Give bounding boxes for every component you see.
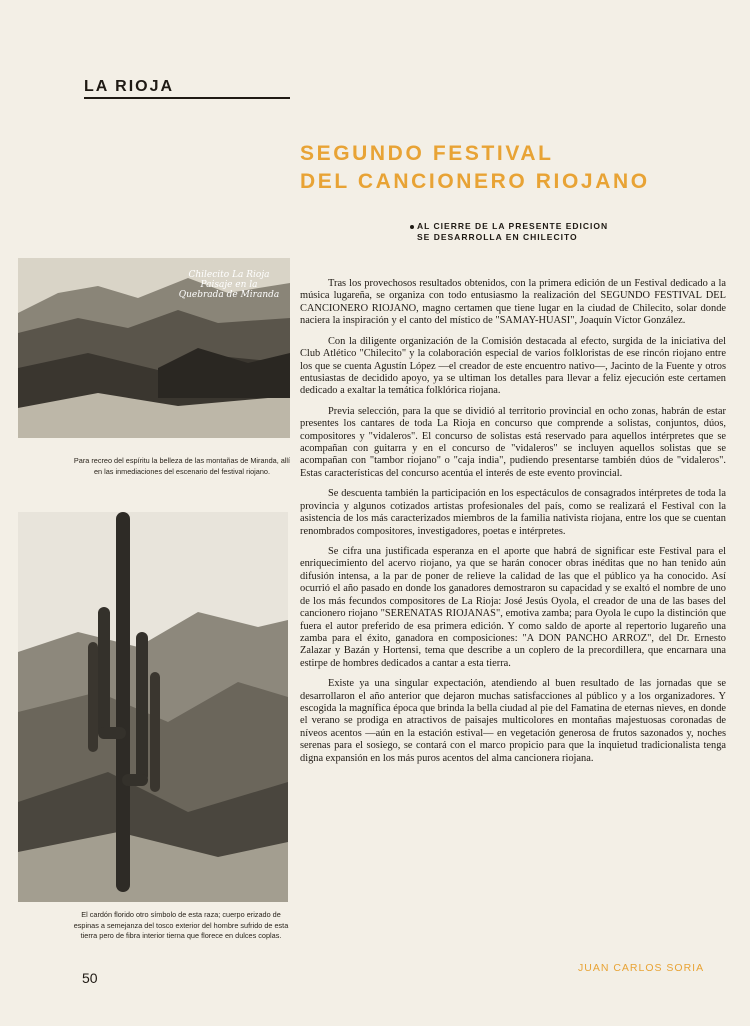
- paragraph: Con la diligente organización de la Comisión destacada al efecto, surgida de la iniciativa del Club Atlético "Chilecito" y la colaboración especial de varios folkloristas de ese rincón riojano entre los que se cuenta Agustín López —el creador de este encuentro nativo—, Jacinto de la Fuente y otros entusiastas de decidido apoyo, ya se ultiman los detalles para llevar a feliz ejecución este certamen dedicado a exaltar la temática folklórica riojana.: [300, 335, 726, 397]
- note-line-2: SE DESARROLLA EN CHILECITO: [417, 232, 578, 242]
- edition-note: [410, 221, 660, 243]
- paragraph: Previa selección, para la que se dividió al territorio provincial en ocho zonas, habrán de estar presentes los cantares de toda La Rioja en concurso que comprende a solistas, conjuntos, dúos, compositores y "vidaleros". El concurso de solistas está reservado para aquellos intérpretes que se acompañan con guitarra y en el concurso de "vidaleros" se incluyen aquellos solistas que se acompañan con "tambor riojano" o "caja india", pudiendo presentarse también dúos de "vidaleros". Estas características del concurso acentúa el interés de este evento provincial.: [300, 405, 726, 479]
- caption-mountains: Para recreo del espíritu la belleza de las montañas de Miranda, allí en las inmediaciones del escenario del festival riojano.: [73, 456, 291, 476]
- title-line-1: SEGUNDO FESTIVAL: [300, 142, 554, 165]
- caption-cactus: El cardón florido otro símbolo de esta raza; cuerpo erizado de espinas a semejanza del tosco exterior del hombre sufrido de esta tierra pero de fibra interior tierna que florece en dulces coplas.: [73, 910, 289, 940]
- cactus-photo: [18, 512, 288, 902]
- note-line-1: AL CIERRE DE LA PRESENTE EDICION: [417, 221, 609, 231]
- section-label: LA RIOJA: [84, 78, 290, 99]
- mountain-photo: [18, 258, 290, 438]
- title-line-2: DEL CANCIONERO RIOJANO: [300, 170, 650, 193]
- article-body: [300, 278, 726, 773]
- paragraph: Existe ya una singular expectación, atendiendo al buen resultado de las jornadas que se desarrollaron el año anterior que dejaron muchas satisfacciones al público y a los organizadores. Y escogida la magnífica época que brinda la bella ciudad al pie del Famatina de eternas nieves, en donde el verano se prodiga en atractivos de paisajes multicolores en montañas majestuosas coronadas de níveos acentos —aún en la estación estival— en vegetación generosa de frutos sazonados y, noches serenas para el sosiego, se contará con el marco propicio para que la inquietud tradicionalista tenga digna expansión en los más puros acentos del alma cancionera riojana.: [300, 678, 726, 764]
- paragraph: Se descuenta también la participación en los espectáculos de consagrados intérpretes de toda la provincia y algunos cotizados artistas profesionales del país, como se realizará el Festival con la asistencia de los más caracterizados miembros de la familia nativista riojana, entre los que se cuentan renombrados compositores, investigadores, poetas e intérpretes.: [300, 488, 726, 537]
- photo-overlay-text: Chilecito La Rioja Paisaje en la Quebrada de Miranda: [178, 270, 280, 300]
- paragraph: Se cifra una justificada esperanza en el aporte que habrá de significar este Festival para el enriquecimiento del acervo riojano, ya que se harán conocer obras inéditas que no han tenido aún difusión intensa, a la par de poner de relieve la calidad de las que el público ya ha conocido. Así ocurrió el año pasado en donde los ganadores demostraron su capacidad y se exaltó el nombre de uno de los más fecundos compositores de La Rioja: José Jesús Oyola, el creador de una de las bases del cancionero riojano "SERENATAS RIOJANAS", emotiva zamba; para Oyola le cupo la distinción que fuera el autor preferido de esa primera edición. Y como saldo de aporte al repertorio lugareño una zamba para el éxito, ganadora en composiciones: "A DON PANCHO ARROZ", del Dr. Ernesto Zalazar y Bazán y Hortensi, tema que describe a un coplero de la precordillera, que encarnara una estirpe de hombres dedicados a cantar a esta tierra.: [300, 545, 726, 669]
- bullet-icon: [410, 225, 414, 229]
- author-name: JUAN CARLOS SORIA: [578, 962, 705, 974]
- paragraph: Tras los provechosos resultados obtenidos, con la primera edición de un Festival dedicado a la música lugareña, se organiza con todo entusiasmo la realización del SEGUNDO FESTIVAL DEL CANCIONERO RIOJANO, magno certamen que tiene lugar en la ciudad de Chilecito, solar donde naciera la inspiración y el canto del místico de "SAMAY-HUASI", Joaquín Víctor González.: [300, 278, 726, 327]
- article-title: [300, 140, 720, 196]
- page-number: 50: [82, 970, 98, 986]
